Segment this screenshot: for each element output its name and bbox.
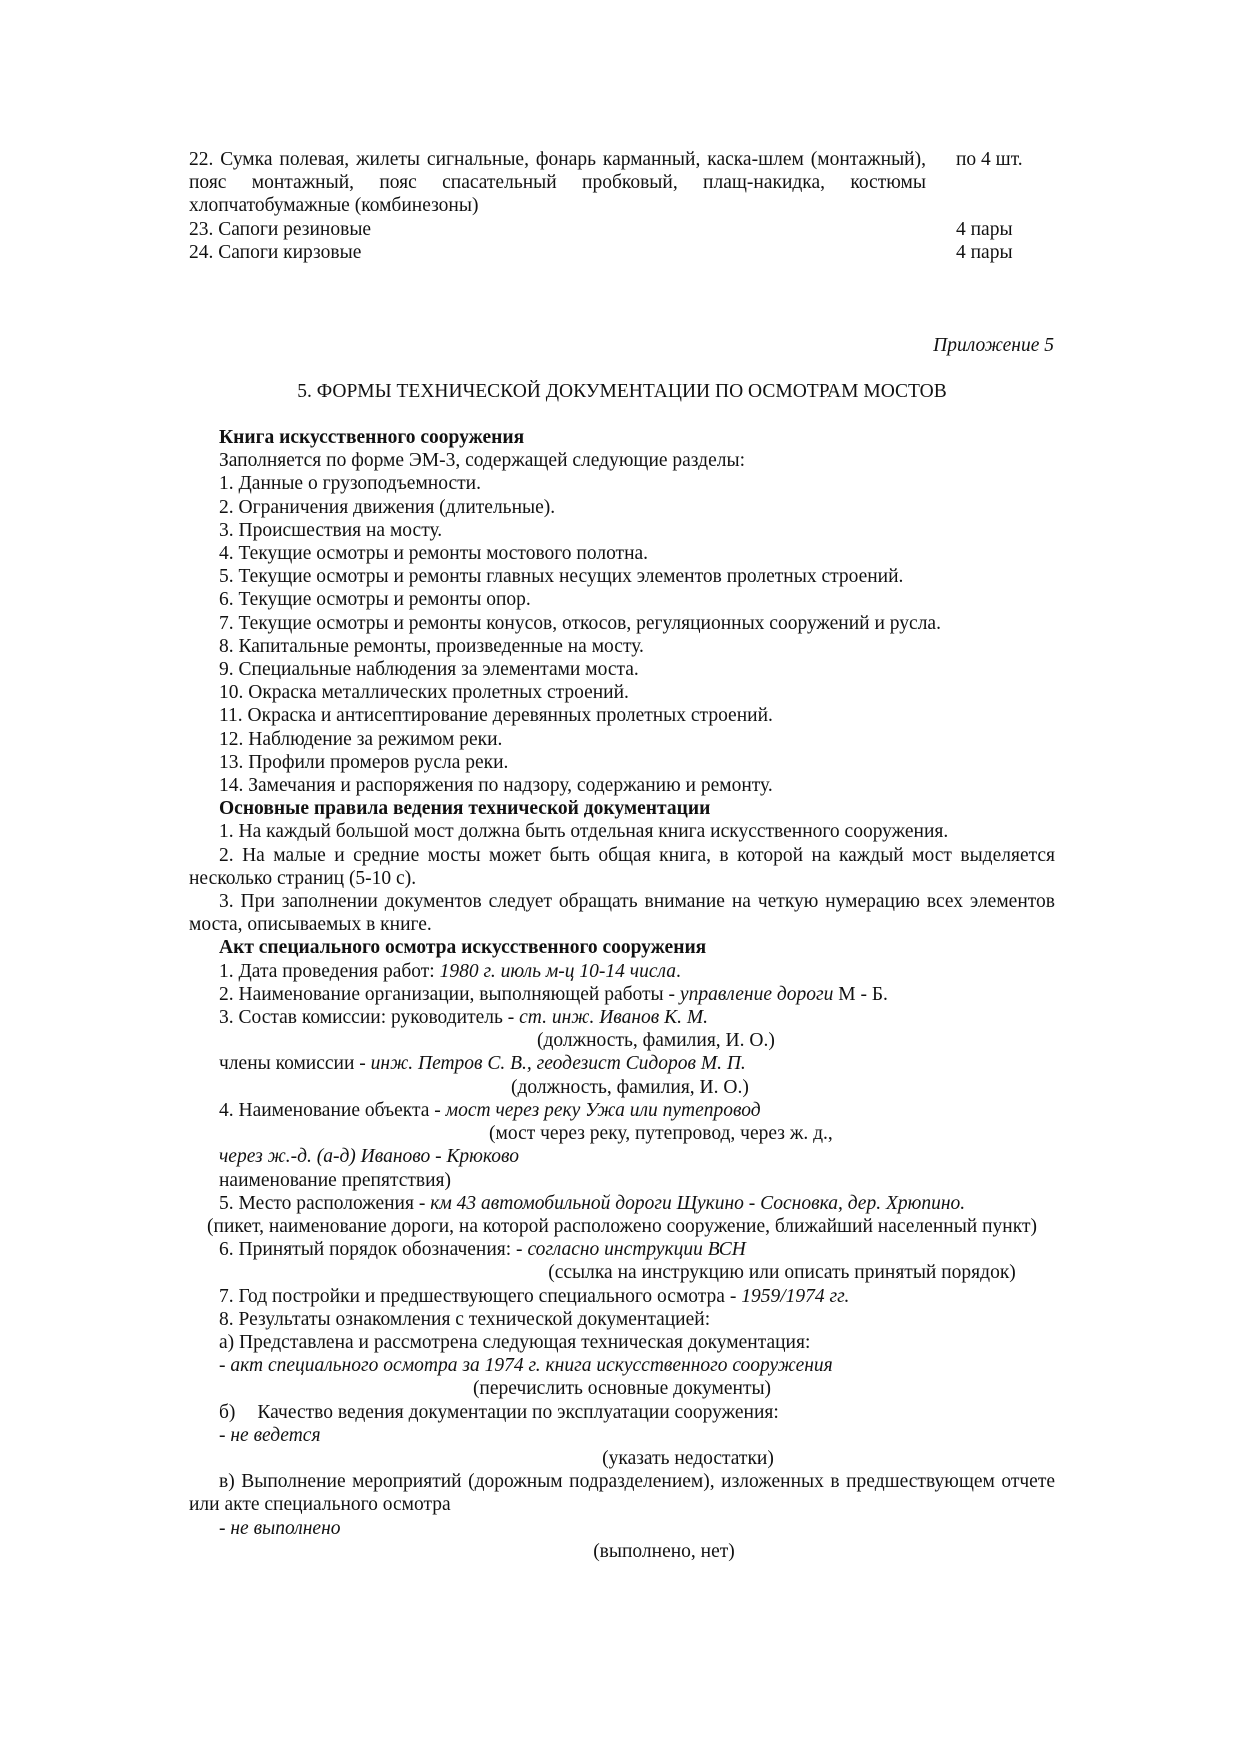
book-item: 9. Специальные наблюдения за элементами моста.	[219, 659, 639, 681]
supply-qty: 4 пары	[956, 218, 1013, 240]
rules-item: 2. На малые и средние мосты может быть общая книга, в которой на каждый мост выделяется несколько страниц (5-10 с).	[189, 844, 1055, 889]
act-caption: (указать недостатки)	[602, 1447, 774, 1469]
act-caption: наименование препятствия)	[219, 1169, 452, 1191]
act-punct: .	[675, 960, 681, 982]
act-label: 1. Дата проведения работ:	[219, 960, 440, 982]
book-item: 10. Окраска металлических пролетных строений.	[219, 682, 629, 704]
book-item: 5. Текущие осмотры и ремонты главных несущих элементов пролетных строений.	[219, 566, 904, 588]
book-item: 4. Текущие осмотры и ремонты мостового полотна.	[219, 543, 649, 565]
act-line-date	[189, 960, 1055, 983]
act-label: 2. Наименование организации, выполняющей работы -	[219, 983, 680, 1005]
act-caption: (мост через реку, путепровод, через ж. д.,	[489, 1123, 833, 1145]
act-value: 1959/1974 гг.	[741, 1285, 850, 1307]
supply-row	[189, 241, 1055, 264]
act-line-location	[189, 1192, 1055, 1215]
act-caption: (ссылка на инструкцию или описать принятый порядок)	[548, 1262, 1016, 1284]
supply-row	[189, 148, 1055, 218]
act-label: 7. Год постройки и предшествующего специального осмотра -	[219, 1285, 742, 1307]
act-value: ст. инж. Иванов К. М.	[519, 1007, 708, 1029]
act-caption: (перечислить основные документы)	[472, 1378, 772, 1400]
act-label: 4. Наименование объекта -	[219, 1099, 446, 1121]
book-heading: Книга искусственного сооружения	[219, 427, 525, 448]
document-body	[189, 426, 1055, 1563]
act-value: - акт специального осмотра за 1974 г. книга искусственного сооружения	[219, 1355, 833, 1377]
act-line-commission	[189, 1006, 1055, 1029]
act-line-organization	[189, 983, 1055, 1006]
act-line-notation	[189, 1238, 1055, 1261]
act-suffix: М - Б.	[833, 983, 888, 1005]
act-value: - не выполнено	[219, 1517, 341, 1539]
act-line-docs: 8. Результаты ознакомления с технической документацией:	[219, 1308, 711, 1330]
supply-item: 23. Сапоги резиновые	[189, 218, 372, 240]
act-label: 5. Место расположения -	[219, 1192, 431, 1214]
section-title: 5. ФОРМЫ ТЕХНИЧЕСКОЙ ДОКУМЕНТАЦИИ ПО ОСМОТРАМ МОСТОВ	[297, 381, 947, 402]
act-value: инж. Петров С. В., геодезист Сидоров М. П.	[370, 1053, 746, 1075]
act-value: км 43 автомобильной дороги Щукино - Сосновка, дер. Хрюпино.	[430, 1192, 966, 1214]
book-item: 13. Профили промеров русла реки.	[219, 751, 509, 773]
book-item: 7. Текущие осмотры и ремонты конусов, откосов, регуляционных сооружений и русла.	[219, 612, 941, 634]
act-letter: б)	[219, 1401, 236, 1423]
supply-qty: по 4 шт.	[956, 149, 1023, 170]
supplies-list	[189, 148, 1055, 264]
book-item: 6. Текущие осмотры и ремонты опор.	[219, 589, 531, 611]
book-item: 1. Данные о грузоподъемности.	[219, 473, 481, 495]
act-value: согласно инструкции ВСН	[527, 1239, 746, 1261]
supply-qty: 4 пары	[956, 241, 1013, 263]
act-value: через ж.-д. (а-д) Иваново - Крюково	[219, 1146, 520, 1168]
supply-item: 22. Сумка полевая, жилеты сигнальные, фонарь карманный, каска-шлем (монтажный), пояс монтажный, пояс спасательный пробковый, плащ-накидка, костюмы хлопчатобумажные (комбинезоны)	[189, 149, 926, 217]
act-heading: Акт специального осмотра искусственного сооружения	[219, 937, 707, 959]
rules-item: 3. При заполнении документов следует обращать внимание на четкую нумерацию всех элементов моста, описываемых в книге.	[189, 891, 1055, 936]
book-intro: Заполняется по форме ЭМ-3, содержащей следующие разделы:	[219, 450, 745, 472]
act-label: члены комиссии -	[219, 1053, 371, 1075]
act-line-docs-c: в) Выполнение мероприятий (дорожным подразделением), изложенных в предшествующем отчете или акте специального осмотра	[189, 1471, 1055, 1516]
appendix-label: Приложение 5	[933, 335, 1054, 356]
rules-item: 1. На каждый большой мост должна быть отдельная книга искусственного сооружения.	[219, 821, 949, 843]
act-value: мост через реку Ужа или путепровод	[445, 1099, 761, 1121]
book-item: 2. Ограничения движения (длительные).	[219, 496, 556, 518]
act-line-docs-b	[189, 1401, 1055, 1424]
act-caption: (выполнено, нет)	[593, 1540, 735, 1562]
book-item: 12. Наблюдение за режимом реки.	[219, 728, 503, 750]
act-label: 6. Принятый порядок обозначения: -	[219, 1239, 528, 1261]
act-value: - не ведется	[219, 1424, 321, 1446]
book-item: 3. Происшествия на мосту.	[219, 519, 443, 541]
act-caption: (пикет, наименование дороги, на которой расположено сооружение, ближайший населенный пункт)	[207, 1215, 1037, 1237]
act-label: 3. Состав комиссии: руководитель -	[219, 1007, 520, 1029]
act-line-members	[189, 1052, 1055, 1075]
rules-heading: Основные правила ведения технической документации	[219, 798, 711, 820]
supply-item: 24. Сапоги кирзовые	[189, 241, 362, 263]
book-item: 11. Окраска и антисептирование деревянных пролетных строений.	[219, 705, 773, 727]
act-line-docs-a: а) Представлена и рассмотрена следующая техническая документация:	[219, 1331, 811, 1353]
act-line-year	[189, 1285, 1055, 1308]
act-label: Качество ведения документации по эксплуатации сооружения:	[257, 1401, 779, 1423]
supplies-table	[189, 148, 1055, 264]
act-caption: (должность, фамилия, И. О.)	[511, 1076, 749, 1098]
act-caption: (должность, фамилия, И. О.)	[537, 1030, 775, 1052]
act-line-object	[189, 1099, 1055, 1122]
act-value: 1980 г. июль м-ц 10-14 числа	[439, 960, 676, 982]
book-item: 14. Замечания и распоряжения по надзору, содержанию и ремонту.	[219, 775, 773, 797]
book-item: 8. Капитальные ремонты, произведенные на мосту.	[219, 635, 644, 657]
act-value: управление дороги	[679, 983, 834, 1005]
supply-row	[189, 218, 1055, 241]
